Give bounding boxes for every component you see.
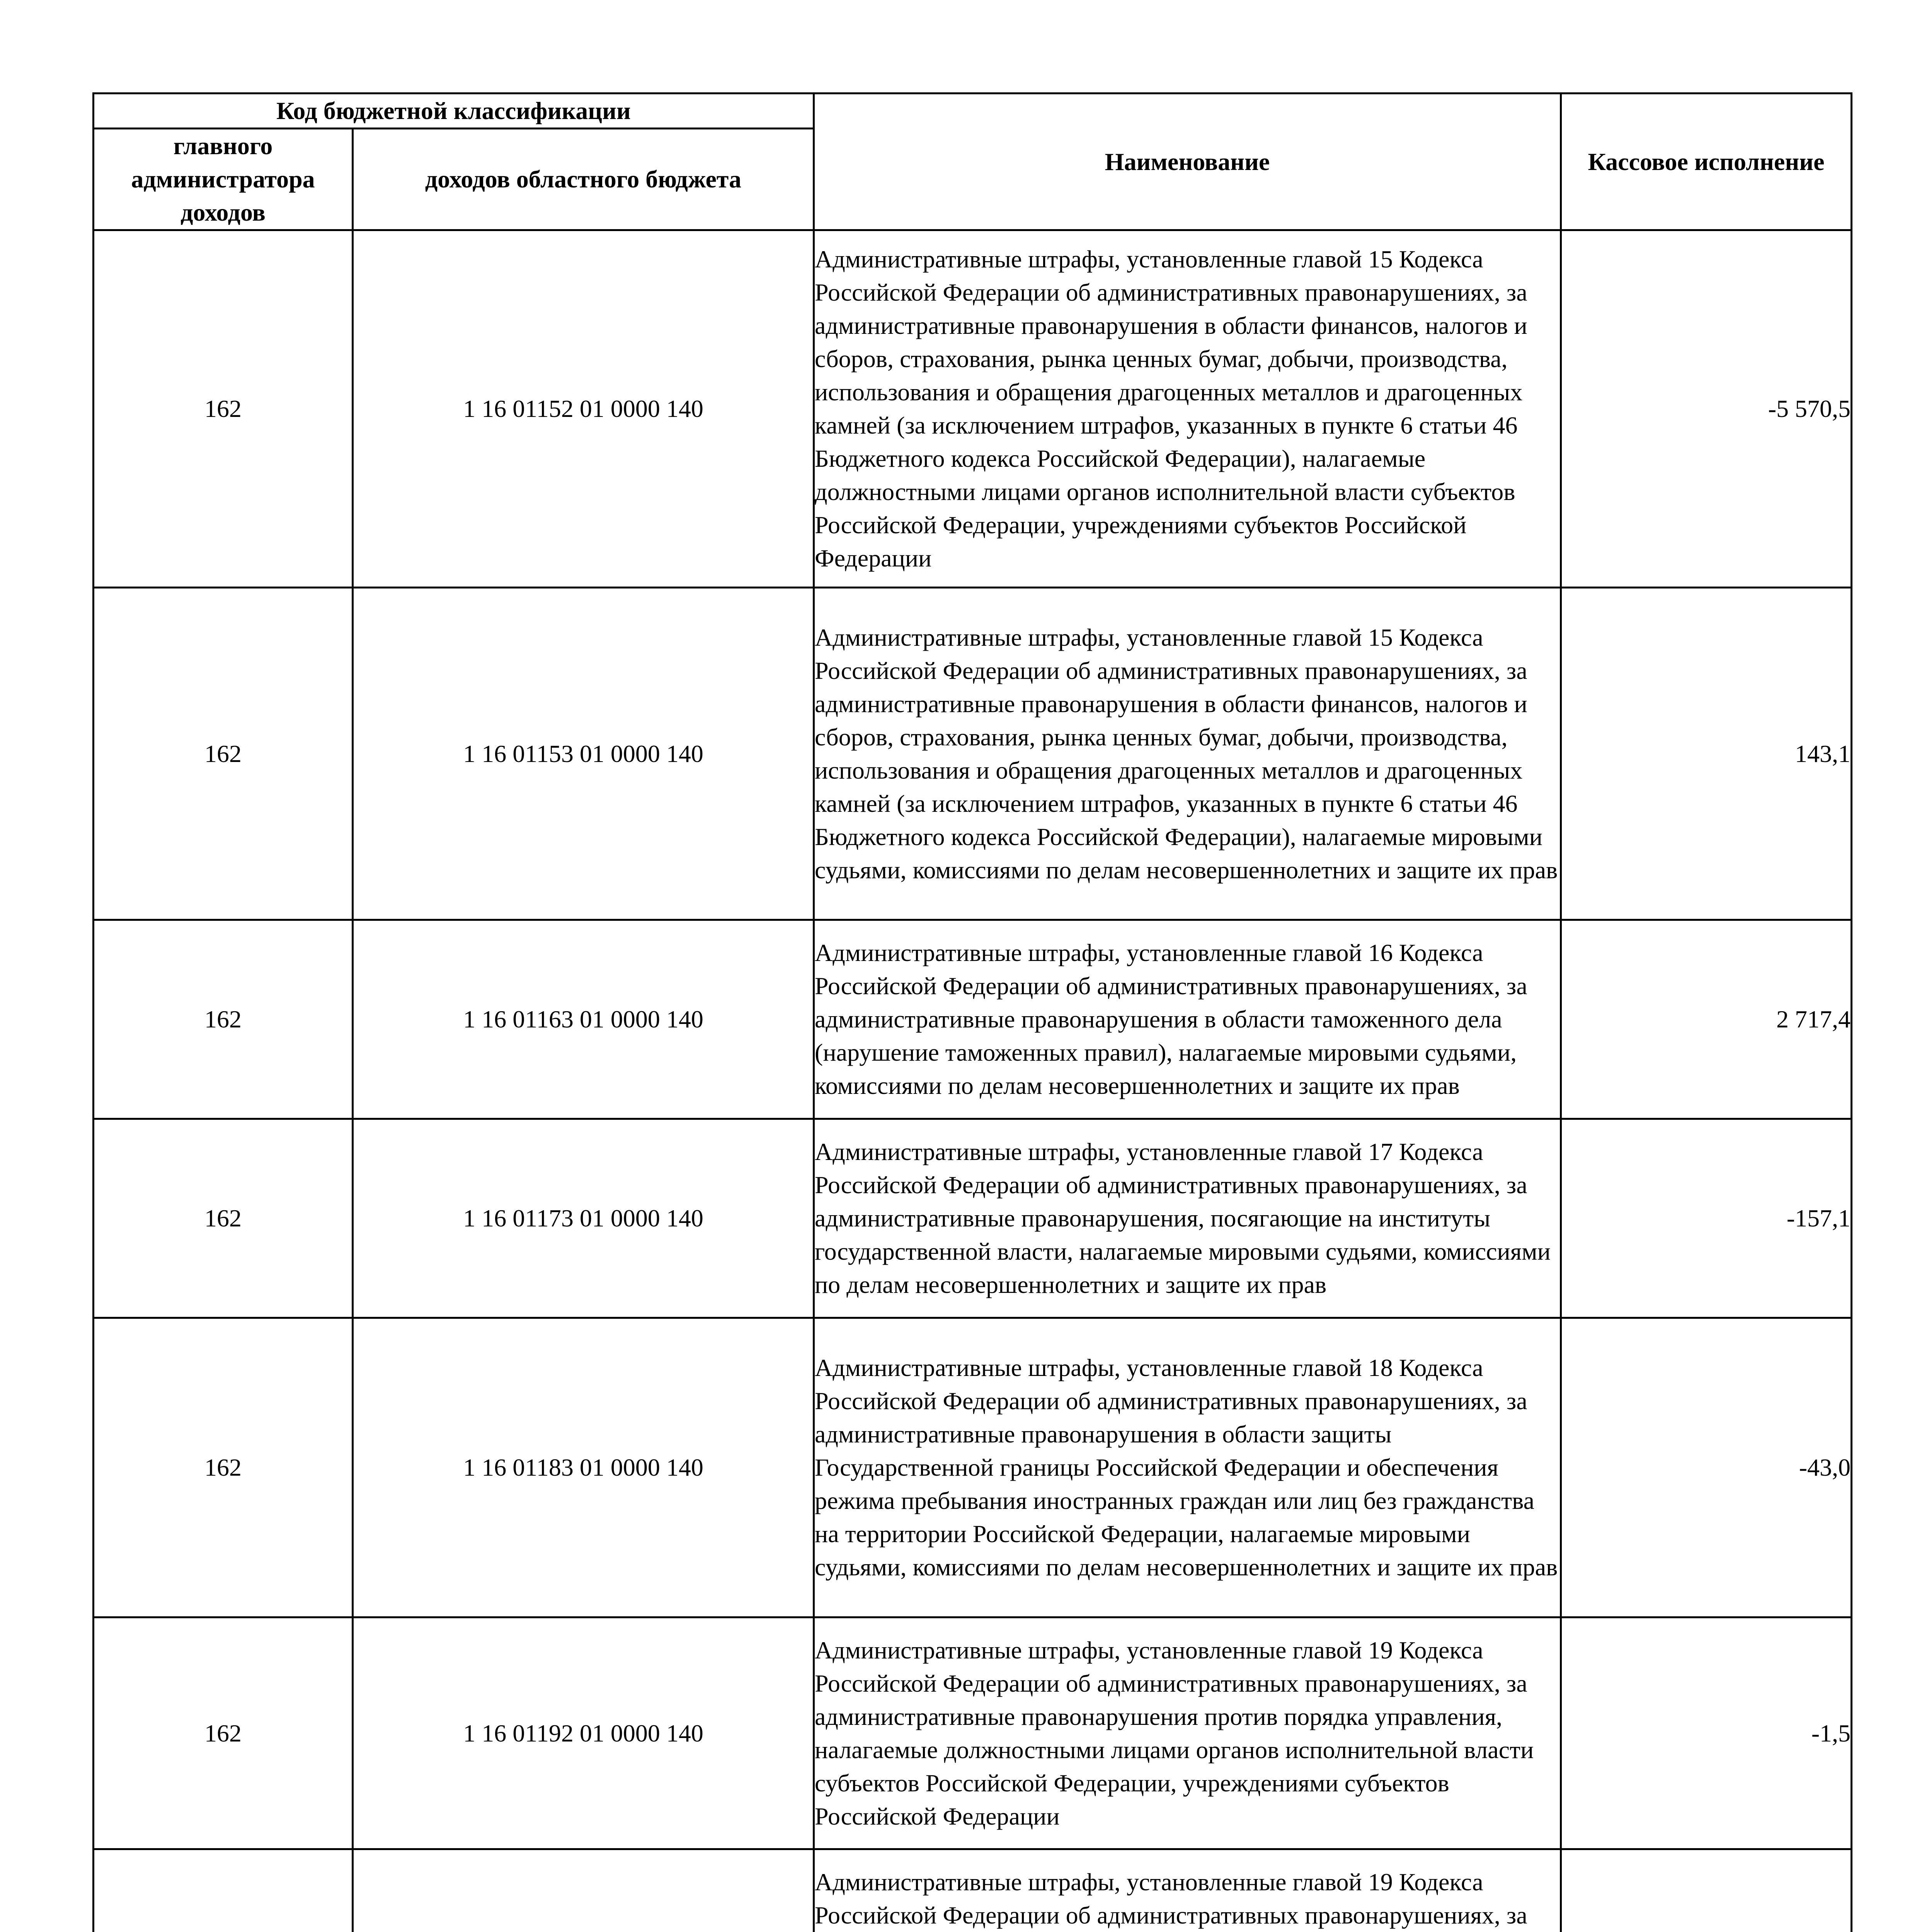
table-row: [94, 1849, 1852, 1932]
table-row: [94, 920, 1852, 1119]
header-name: Наименование: [814, 94, 1561, 230]
header-budget-classification-code: Код бюджетной классификации: [94, 94, 814, 129]
row-revenue-code: 1 16 01183 01 0000 140: [353, 1318, 814, 1617]
row-description: Административные штрафы, установленные главой 15 Кодекса Российской Федерации об административных правонарушениях, за административные правонарушения в области финансов, налогов и сборов, страхования, рынка ценных бумаг, добычи, производства, использования и обращения драгоценных металлов и драгоценных камней (за исключением штрафов, указанных в пункте 6 статьи 46 Бюджетного кодекса Российской Федерации), налагаемые мировыми судьями, комиссиями по делам несовершеннолетних и защите их прав: [814, 588, 1561, 920]
header-revenue-code: доходов областного бюджета: [353, 129, 814, 230]
table-row: [94, 1617, 1852, 1849]
row-cash-execution: -5 570,5: [1561, 230, 1852, 588]
row-description: Административные штрафы, установленные главой 15 Кодекса Российской Федерации об административных правонарушениях, за административные правонарушения в области финансов, налогов и сборов, страхования, рынка ценных бумаг, добычи, производства, использования и обращения драгоценных металлов и драгоценных камней (за исключением штрафов, указанных в пункте 6 статьи 46 Бюджетного кодекса Российской Федерации), налагаемые должностными лицами органов исполнительной власти субъектов Российской Федерации, учреждениями субъектов Российской Федерации: [814, 230, 1561, 588]
table-row: [94, 588, 1852, 920]
table-row: [94, 1119, 1852, 1318]
row-description: Административные штрафы, установленные главой 19 Кодекса Российской Федерации об административных правонарушениях, за: [814, 1849, 1561, 1932]
row-cash-execution: -43,0: [1561, 1318, 1852, 1617]
header-main-administrator: главного администратора доходов: [94, 129, 353, 230]
row-revenue-code: 1 16 01152 01 0000 140: [353, 230, 814, 588]
row-description: Административные штрафы, установленные главой 16 Кодекса Российской Федерации об административных правонарушениях, за административные правонарушения в области таможенного дела (нарушение таможенных правил), налагаемые мировыми судьями, комиссиями по делам несовершеннолетних и защите их прав: [814, 920, 1561, 1119]
row-cash-execution: -1,5: [1561, 1617, 1852, 1849]
row-revenue-code: 1 16 01192 01 0000 140: [353, 1617, 814, 1849]
row-revenue-code: [353, 1849, 814, 1932]
row-cash-execution: -157,1: [1561, 1119, 1852, 1318]
row-administrator-code: 162: [94, 1318, 353, 1617]
table-row: [94, 230, 1852, 588]
row-cash-execution: 143,1: [1561, 588, 1852, 920]
row-administrator-code: [94, 1849, 353, 1932]
row-description: Административные штрафы, установленные главой 19 Кодекса Российской Федерации об административных правонарушениях, за административные правонарушения против порядка управления, налагаемые должностными лицами органов исполнительной власти субъектов Российской Федерации, учреждениями субъектов Российской Федерации: [814, 1617, 1561, 1849]
row-revenue-code: 1 16 01153 01 0000 140: [353, 588, 814, 920]
table-row: [94, 1318, 1852, 1617]
header-cash-execution: Кассовое исполнение: [1561, 94, 1852, 230]
row-administrator-code: 162: [94, 920, 353, 1119]
row-cash-execution: 2 717,4: [1561, 920, 1852, 1119]
row-administrator-code: 162: [94, 1119, 353, 1318]
row-administrator-code: 162: [94, 1617, 353, 1849]
row-description: Административные штрафы, установленные главой 18 Кодекса Российской Федерации об административных правонарушениях, за административные правонарушения в области защиты Государственной границы Российской Федерации и обеспечения режима пребывания иностранных граждан или лиц без гражданства на территории Российской Федерации, налагаемые мировыми судьями, комиссиями по делам несовершеннолетних и защите их прав: [814, 1318, 1561, 1617]
row-description: Административные штрафы, установленные главой 17 Кодекса Российской Федерации об административных правонарушениях, за административные правонарушения, посягающие на институты государственной власти, налагаемые мировыми судьями, комиссиями по делам несовершеннолетних и защите их прав: [814, 1119, 1561, 1318]
row-administrator-code: 162: [94, 588, 353, 920]
row-cash-execution: [1561, 1849, 1852, 1932]
row-revenue-code: 1 16 01173 01 0000 140: [353, 1119, 814, 1318]
header-row-group: [94, 94, 1852, 129]
budget-revenue-table: [92, 92, 1852, 1932]
row-revenue-code: 1 16 01163 01 0000 140: [353, 920, 814, 1119]
row-administrator-code: 162: [94, 230, 353, 588]
